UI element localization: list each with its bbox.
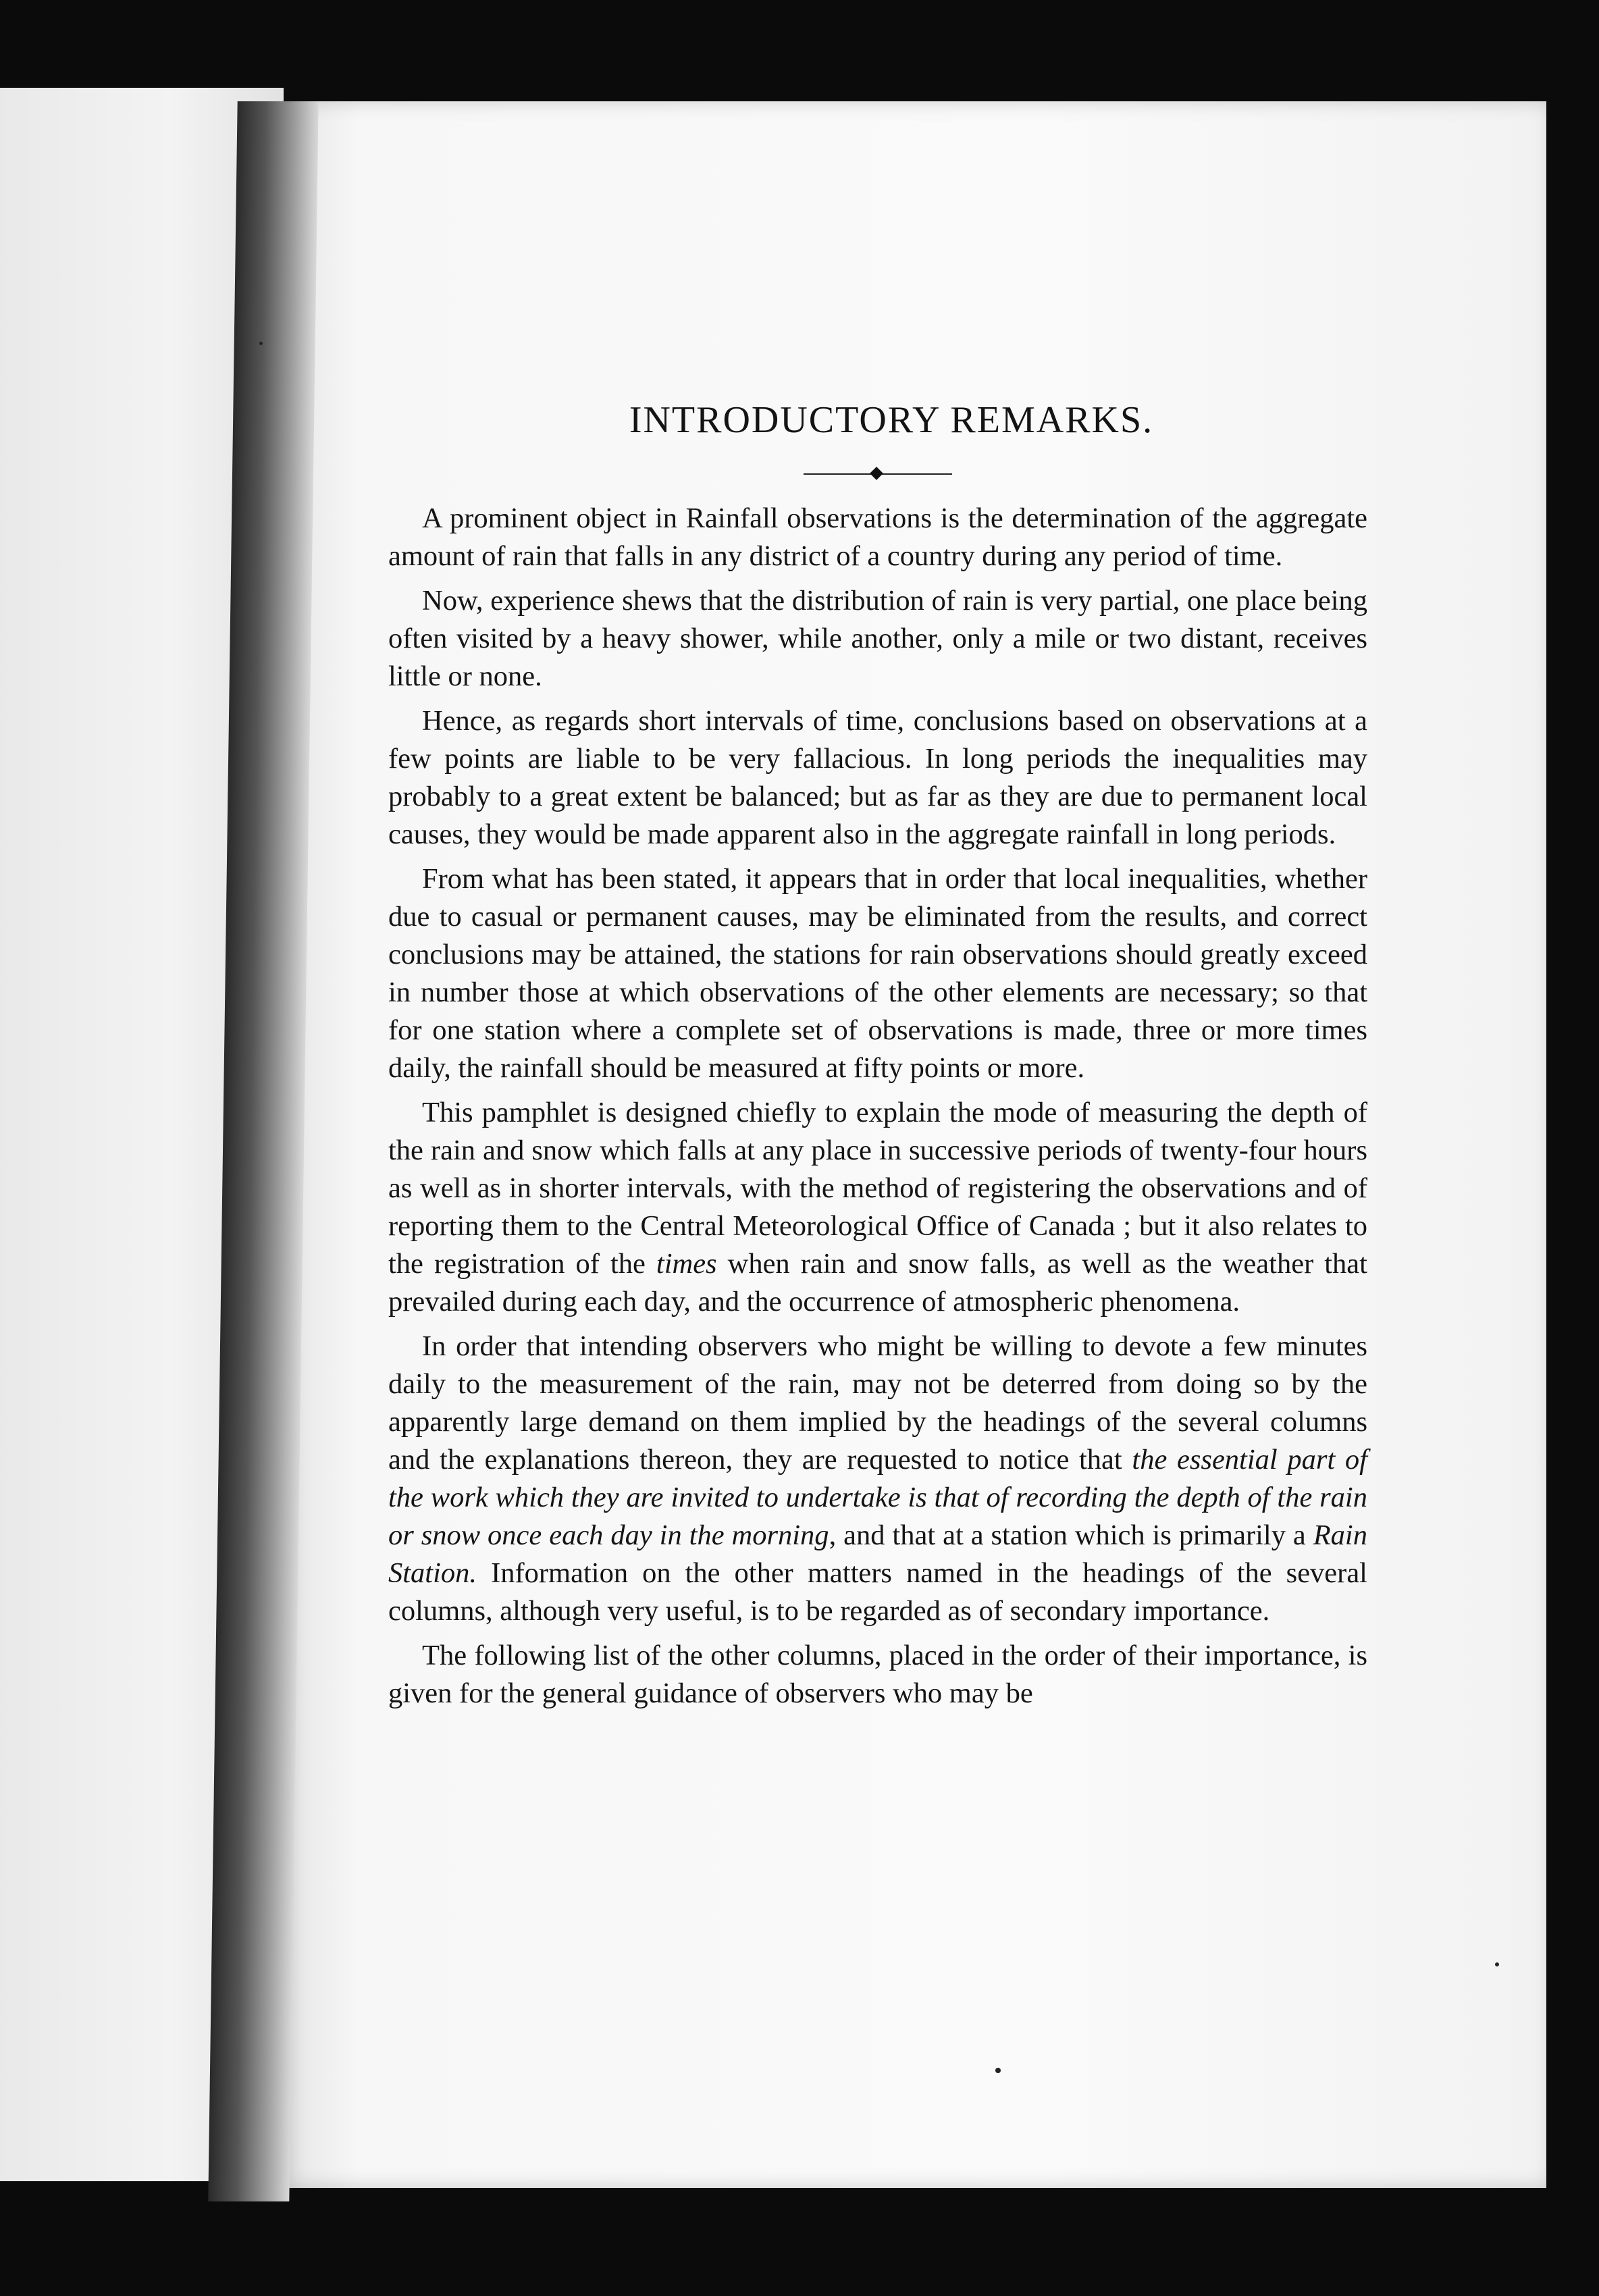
paragraph [388,1637,1367,1713]
page-speck [1495,1962,1499,1966]
text-segment: when rain and snow falls, as well as the weather that prevailed during each day, and the occurrence of atmospheric phenomena. [388,1248,1367,1317]
paragraph [388,1328,1367,1630]
text-segment: Hence, as regards short intervals of time, conclusions based on observations at a few points are liable to be very fallacious. In long periods the inequalities may probably to a great extent be balanced; but as far as they are due to permanent local causes, they would be made apparent also in the aggregate rainfall in long periods. [388,705,1367,850]
paragraph [388,702,1367,854]
text-segment: A prominent object in Rainfall observations is the determination of the aggregate amount of rain that falls in any district of a country during any period of time. [388,502,1367,572]
text-segment: Now, experience shews that the distribution of rain is very partial, one place being often visited by a heavy shower, while another, only a mile or two distant, receives little or none. [388,585,1367,692]
title-ornament [804,471,952,477]
paragraph [388,1094,1367,1321]
italic-segment: the essential part of the work which they are invited to undertake is that of recording the depth of the rain or snow once each day in the morning [388,1444,1367,1551]
paragraph [388,500,1367,575]
text-segment: From what has been stated, it appears that in order that local inequalities, whether due to casual or permanent causes, may be eliminated from the results, and correct conclusions may be attained, the stations for rain observations should greatly exceed in number those at which observations of the other elements are necessary; so that for one station where a complete set of observations is made, three or more times daily, the rainfall should be measured at fifty points or more. [388,863,1367,1084]
italic-segment: Rain Station. [388,1519,1367,1589]
text-segment: In order that intending observers who might be willing to devote a few minutes daily to the measurement of the rain, may not be deterred from doing so by the apparently large demand on them implied by the headings of the several columns and the explanations thereon, they are requested to notice that [388,1330,1367,1476]
text-segment: Information on the other matters named in the headings of the several columns, although very useful, is to be regarded as of secondary importance. [388,1557,1367,1627]
page-speck [995,2068,1001,2073]
paragraph [388,582,1367,696]
text-segment: The following list of the other columns, placed in the order of their importance, is given for the general guidance of observers who may be [388,1640,1367,1709]
italic-segment: times [656,1248,717,1280]
paragraph [388,860,1367,1087]
text-segment: This pamphlet is designed chiefly to explain the mode of measuring the depth of the rain and snow which falls at any place in successive periods of twenty-four hours as well as in shorter intervals, with the method of registering the observations and of reporting them to the Central Meteorological Office of Canada ; but it also relates to the registration of the [388,1097,1367,1280]
page-title: INTRODUCTORY REMARKS. [629,399,1154,441]
page-speck [259,342,263,345]
text-segment: , and that at a station which is primarily a [829,1519,1313,1551]
body-text [388,500,1367,1719]
